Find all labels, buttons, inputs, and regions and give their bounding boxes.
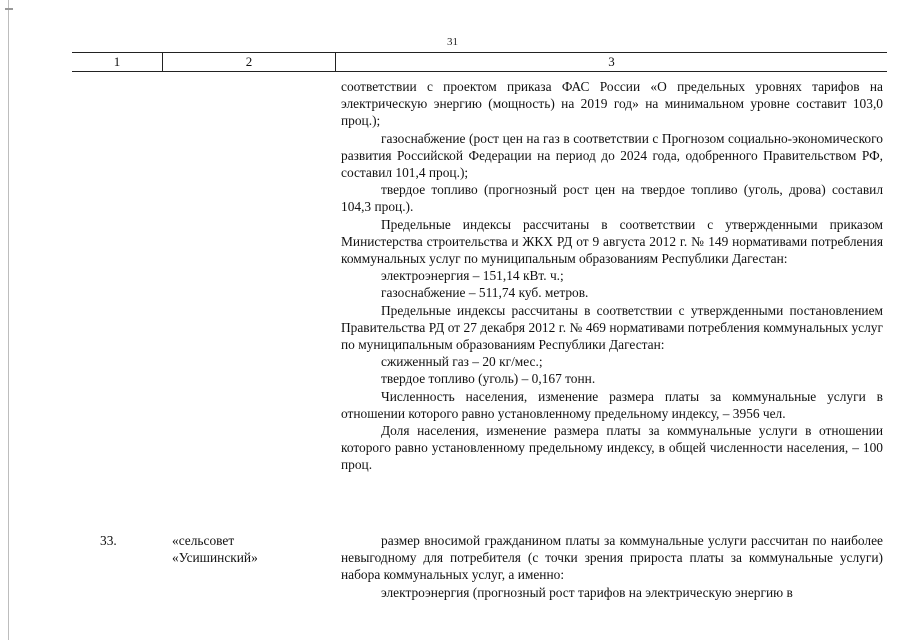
- header-col-3: 3: [336, 53, 888, 72]
- header-col-1: 1: [72, 53, 163, 72]
- table-header: [72, 52, 887, 72]
- paragraph: сжиженный газ – 20 кг/мес.;: [381, 354, 543, 370]
- paragraph: Доля населения, изменение размера платы за коммунальные услуги в отношении которого равно установленному предельному индексу, в общей численности населения, – 100 проц.: [341, 423, 883, 473]
- paragraph: соответствии с проектом приказа ФАС России «О предельных уровнях тарифов на электрическую энергию (мощность) на 2019 год» на минимальном уровне составит 103,0 проц.);: [341, 79, 883, 129]
- header-col-2: 2: [163, 53, 336, 72]
- municipality-name-line: «Усишинский»: [172, 550, 258, 566]
- paragraph: газоснабжение – 511,74 куб. метров.: [381, 285, 589, 301]
- municipality-name: [172, 532, 258, 566]
- paragraph: газоснабжение (рост цен на газ в соответствии с Прогнозом социально-экономического развития Российской Федерации на период до 2024 года, одобренного Правительством РФ, составил 101,4 проц.);: [341, 130, 883, 181]
- row-1-description: [341, 78, 883, 474]
- scan-edge: [8, 0, 9, 640]
- paragraph: Предельные индексы рассчитаны в соответствии с утвержденными постановлением Правительства РД от 27 декабря 2012 г. № 469 нормативами потребления коммунальных услуг по муниципальным образованиям Республики Дагестан:: [341, 302, 883, 353]
- paragraph: размер вносимой гражданином платы за коммунальные услуги рассчитан по наиболее невыгодному для потребителя (с точки зрения прироста платы за коммунальные услуги) набора коммунальных услуг, а именно:: [341, 533, 883, 583]
- paragraph: твердое топливо (прогнозный рост цен на твердое топливо (уголь, дрова) составил 104,3 проц.).: [341, 182, 883, 215]
- page-number: 31: [447, 36, 458, 48]
- paragraph: электроэнергия – 151,14 кВт. ч.;: [381, 268, 564, 284]
- paragraph: Численность населения, изменение размера платы за коммунальные услуги в отношении которого равно установленному предельному индексу, – 3956 чел.: [341, 388, 883, 421]
- paragraph: Предельные индексы рассчитаны в соответствии с утвержденными приказом Министерства строительства и ЖКХ РД от 9 августа 2012 г. № 149 нормативами потребления коммунальных услуг по муниципальным образованиям Республики Дагестан:: [341, 216, 883, 267]
- municipality-name-line: «сельсовет: [172, 533, 235, 548]
- scan-mark: [5, 8, 13, 10]
- paragraph: электроэнергия (прогнозный рост тарифов на электрическую энергию в: [381, 584, 793, 600]
- row-2-description: [341, 532, 883, 601]
- paragraph: твердое топливо (уголь) – 0,167 тонн.: [381, 371, 596, 387]
- row-number: 33.: [100, 533, 117, 548]
